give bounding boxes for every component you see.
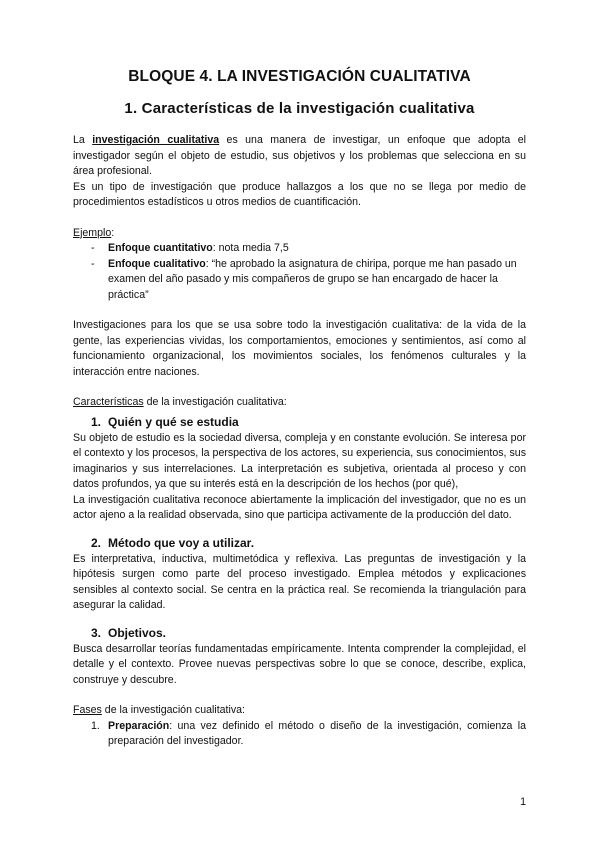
phase-text: : una vez definido el método o diseño de la investigación, comienza la preparación del investigador. [108,719,526,747]
subsection-title: Método que voy a utilizar. [108,535,255,550]
example-heading [73,226,526,242]
subsection-1-paragraph-2: La investigación cualitativa reconoce abiertamente la implicación del investigador, que no es un actor ajeno a la realidad observada, sino que participa activamente de la producción del dato. [73,493,526,521]
example-list [73,241,526,303]
example-text: : “he aprobado la asignatura de chiripa, porque me han pasado un examen del año pasado y mis compañeros de grupo se han encargado de hacer la práctica” [108,257,517,301]
phases-list [73,719,526,750]
dash-mark: - [91,257,95,270]
characteristics-heading [73,395,526,411]
phases-heading [73,703,526,719]
characteristics-label-post: de la investigación cualitativa: [143,396,287,408]
dash-mark: - [91,242,95,254]
intro-term: investigación cualitativa [92,134,220,146]
intro-pre: La [73,134,93,146]
characteristics-label: Características [73,396,144,408]
intro-paragraph-1 [73,133,526,180]
subsection-2-paragraph-1: Es interpretativa, inductiva, multimetódica y reflexiva. Las preguntas de investigación y la hipótesis surgen como parte del proceso investigado. Emplea métodos y explicaciones sensibles al contexto social. Se centra en la práctica real. Se recomienda la triangulación para asegurar la calidad. [73,552,526,611]
document-title: BLOQUE 4. LA INVESTIGACIÓN CUALITATIVA [128,68,471,85]
example-item-qualitative [73,257,526,304]
section-title: 1. Características de la investigación cualitativa [124,100,475,117]
subsection-1-paragraph-1: Su objeto de estudio es la sociedad diversa, compleja y en constante evolución. Se interesa por el contexto y los procesos, la perspectiva de los actores, su experiencia, sus conocimientos, sus imaginarios y sus interrelaciones. La interpretación es subjetiva, orientada al proceso y con datos profundos, ya que su interés está en la descripción de los hechos (por qué), [73,431,526,490]
phase-item-1 [73,719,526,750]
subsection-heading-1 [73,415,526,429]
phases-label-post: de la investigación cualitativa: [101,704,245,716]
subsection-number: 1. [91,414,102,429]
intro-post: es una manera de investigar, un enfoque que adopta el investigador según el objeto de estudio, sus objetivos y los problemas que selecciona en su área profesional. [73,134,526,177]
subsection-number: 3. [91,625,102,640]
phase-term: Preparación [108,719,170,732]
subsection-number: 2. [91,535,102,550]
subsection-3-paragraph-1: Busca desarrollar teorías fundamentadas empíricamente. Intenta comprender la complejidad, el detalle y el contexto. Provee nuevas perspectivas sobre lo que se conoce, describe, explica, construye y descubre. [73,642,526,686]
subsection-title: Quién y qué se estudia [108,414,239,429]
example-colon: : [111,226,115,239]
phase-number: 1. [91,719,100,732]
phases-label: Fases [73,704,102,716]
intro-paragraph-2: Es un tipo de investigación que produce hallazgos a los que no se llega por medio de procedimientos estadísticos u otros medios de cuantificación. [73,180,526,208]
subsection-title: Objetivos. [108,625,167,640]
example-term: Enfoque cualitativo [108,257,206,270]
example-label: Ejemplo [73,226,112,239]
subsection-heading-2 [73,536,526,550]
uses-paragraph: Investigaciones para los que se usa sobre todo la investigación cualitativa: de la vida de la gente, las experiencias vividas, los comportamientos, emociones y sentimientos, así como al funcionamiento organizacional, los movimientos sociales, los fenómenos culturales y la interacción entre naciones. [73,319,526,378]
subsection-heading-3 [73,626,526,640]
example-text: : nota media 7,5 [212,242,289,254]
page-number: 1 [520,796,526,808]
document-page [73,68,526,750]
example-item-quantitative [73,241,526,257]
example-term: Enfoque cuantitativo [108,242,213,254]
